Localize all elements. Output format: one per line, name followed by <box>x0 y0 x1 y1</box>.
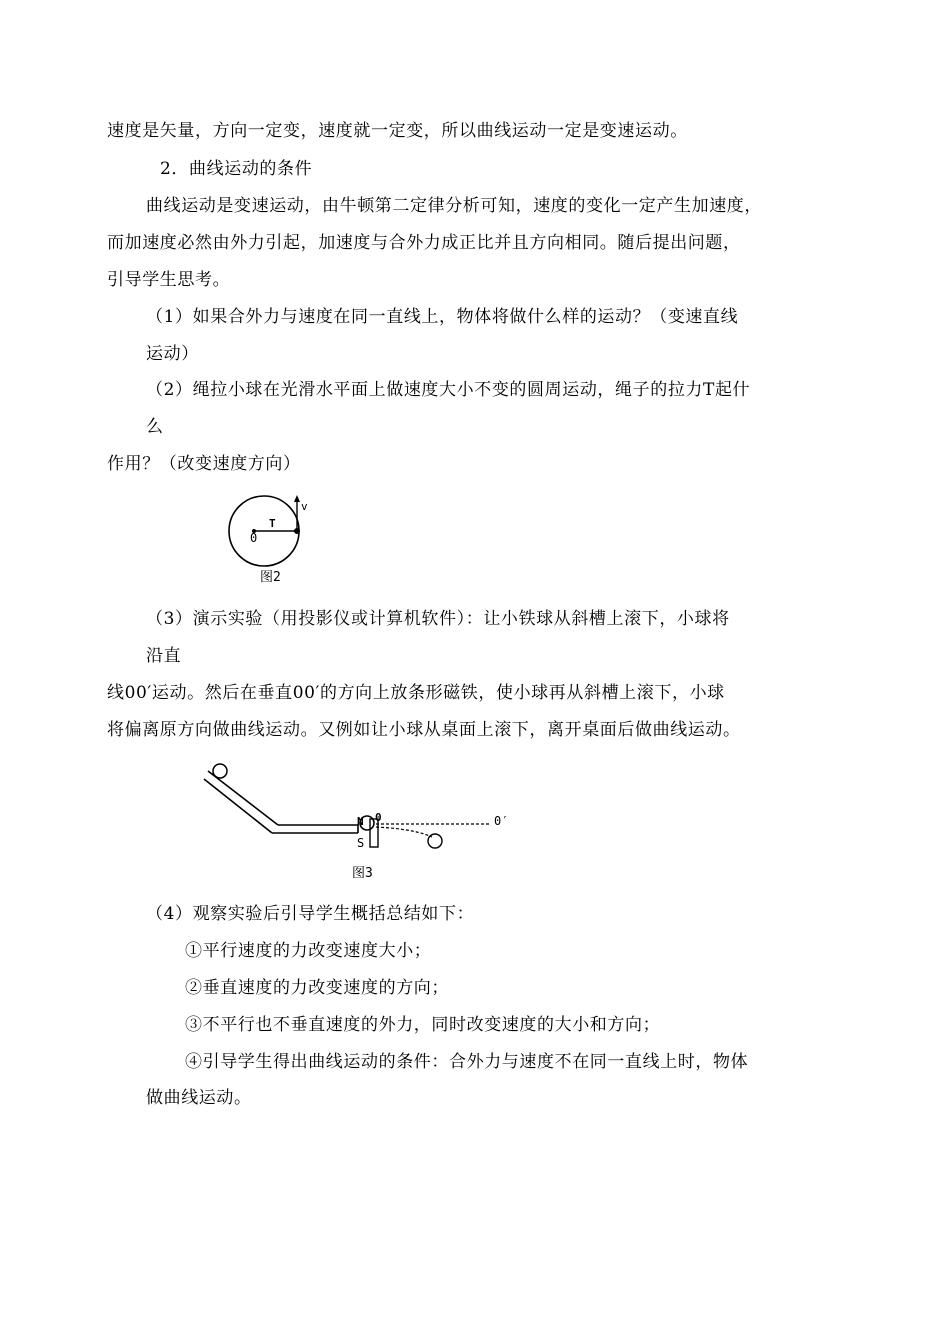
list-item: ④引导学生得出曲线运动的条件：合外力与速度不在同一直线上时，物体 <box>185 1052 749 1072</box>
ball-deflected <box>428 834 442 848</box>
figure-2 <box>220 488 320 588</box>
incline-lower-edge <box>204 779 272 833</box>
section-heading: 2．曲线运动的条件 <box>160 159 313 179</box>
list-item: ①平行速度的力改变速度大小； <box>185 941 432 961</box>
curved-path <box>376 827 432 837</box>
tension-label: T <box>269 517 276 530</box>
paragraph-line: 沿直 <box>146 646 182 666</box>
figure-3 <box>200 755 540 885</box>
figure-2-diagram <box>220 488 320 588</box>
magnet-north-label: N <box>357 815 364 828</box>
velocity-arrowhead <box>294 495 300 502</box>
list-item: ③不平行也不垂直速度的外力，同时改变速度的大小和方向； <box>185 1015 661 1035</box>
paragraph-line: 线00′运动。然后在垂直00′的方向上放条形磁铁，使小球再从斜槽上滚下，小球 <box>107 683 725 703</box>
figure-3-caption: 图3 <box>352 866 373 881</box>
list-item: 做曲线运动。 <box>146 1088 252 1108</box>
paragraph-line: 曲线运动是变速运动，由牛顿第二定律分析可知，速度的变化一定产生加速度， <box>146 196 762 216</box>
ball-start <box>213 764 227 778</box>
paragraph-line: （3）演示实验（用投影仪或计算机软件）：让小铁球从斜槽上滚下，小球将 <box>146 609 730 629</box>
paragraph-line: 而加速度必然由外力引起，加速度与合外力成正比并且方向相同。随后提出问题， <box>107 233 741 253</box>
question-line: 运动） <box>146 344 199 364</box>
velocity-label: v <box>301 500 308 513</box>
question-line: 么 <box>146 417 164 437</box>
question-line: 作用？（改变速度方向） <box>107 454 301 474</box>
point-o-prime-label: 0′ <box>494 814 509 828</box>
point-o-label: 0 <box>375 811 382 824</box>
list-item: ②垂直速度的力改变速度的方向； <box>185 978 449 998</box>
center-label: 0 <box>250 531 258 545</box>
question-line: （1）如果合外力与速度在同一直线上，物体将做什么样的运动？（变速直线 <box>146 307 739 327</box>
question-line: （2）绳拉小球在光滑水平面上做速度大小不变的圆周运动，绳子的拉力T起什 <box>146 380 751 400</box>
paragraph-line: 将偏离原方向做曲线运动。又例如让小球从桌面上滚下，离开桌面后做曲线运动。 <box>107 720 741 740</box>
paragraph-line: （4）观察实验后引导学生概括总结如下： <box>146 904 475 924</box>
figure-2-caption: 图2 <box>260 570 281 585</box>
paragraph-line: 引导学生思考。 <box>107 270 231 290</box>
figure-3-diagram <box>200 755 540 885</box>
magnet-south-label: S <box>357 836 365 850</box>
paragraph-line: 速度是矢量，方向一定变，速度就一定变，所以曲线运动一定是变速运动。 <box>107 121 688 141</box>
incline-upper-edge <box>208 771 278 825</box>
